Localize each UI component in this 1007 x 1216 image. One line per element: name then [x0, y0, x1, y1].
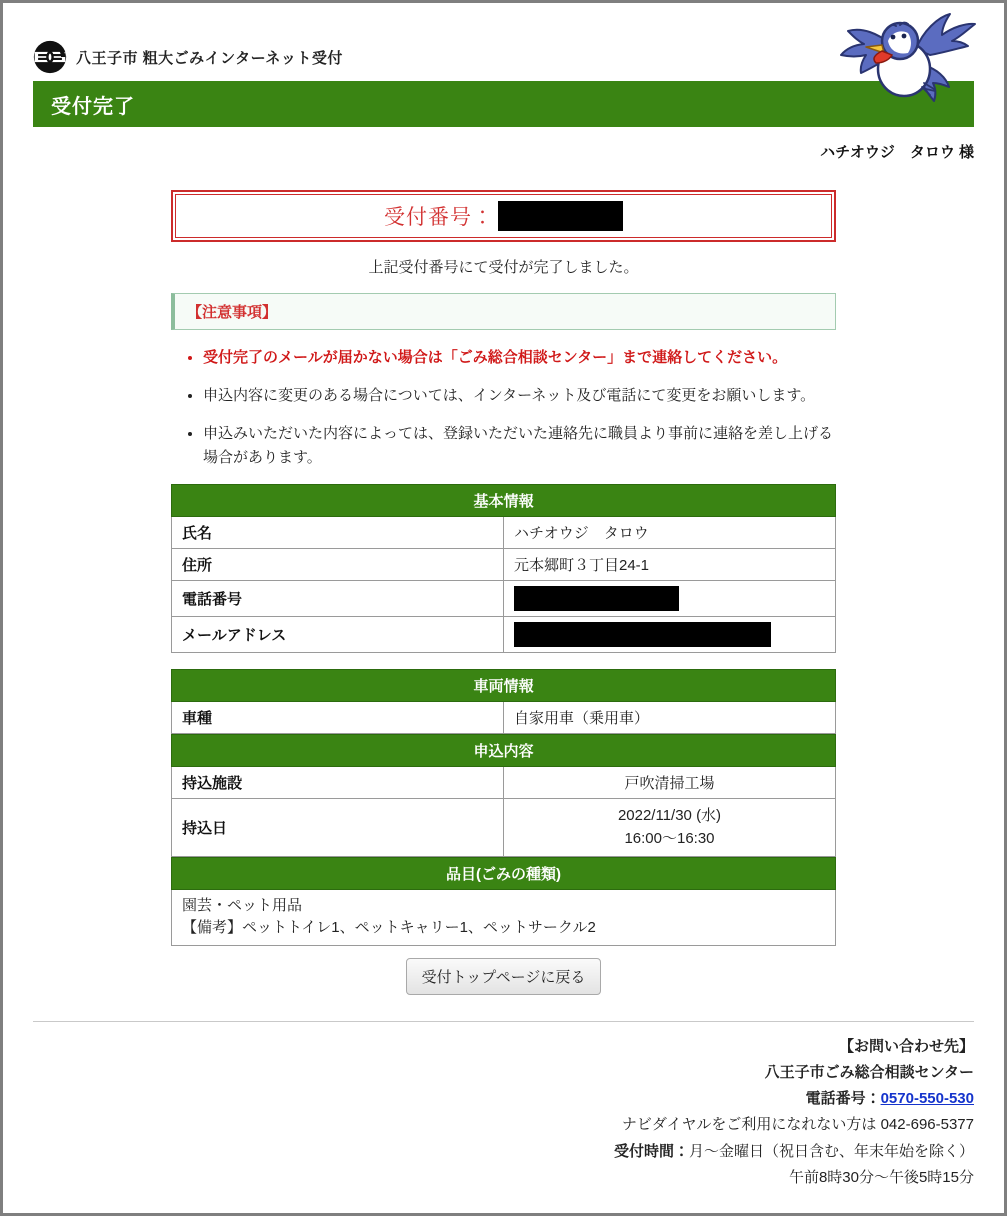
- date-value: 2022/11/30 (水) 16:00～16:30: [504, 799, 836, 857]
- vehicle-type-value: 自家用車（乗用車）: [504, 702, 836, 734]
- footer-heading: 【お問い合わせ先】: [838, 1037, 974, 1055]
- table-row: 氏名 ハチオウジ タロウ: [172, 517, 836, 549]
- items-header: 品目(ごみの種類): [172, 857, 836, 889]
- table-row: 電話番号: [172, 581, 836, 617]
- items-table: [171, 857, 836, 946]
- hachioji-city-emblem-icon: [33, 40, 67, 74]
- table-row: 車種 自家用車（乗用車）: [172, 702, 836, 734]
- phone-redacted-value: [514, 586, 679, 611]
- applicant-name: ハチオウジ タロウ 様: [820, 144, 974, 161]
- table-row: メールアドレス: [172, 617, 836, 653]
- vehicle-info-header: 車両情報: [172, 670, 836, 702]
- contact-footer: [33, 1021, 974, 1192]
- page-title-banner: [33, 81, 974, 127]
- notice-item: • 申込みいただいた内容によっては、登録いただいた連絡先に職員より事前に連絡を差し上げる場合があります。: [203, 422, 836, 470]
- notice-item: • 受付完了のメールが届かない場合は「ごみ総合相談センター」まで連絡してください。: [203, 346, 836, 370]
- notice-list: [181, 346, 836, 470]
- table-row: 住所 元本郷町３丁目24-1: [172, 549, 836, 581]
- main-content: [171, 190, 836, 995]
- footer-hours-line: 受付時間：月～金曜日（祝日含む、年末年始を除く）: [613, 1142, 974, 1160]
- application-header: 申込内容: [172, 735, 836, 767]
- page-title: 受付完了: [51, 95, 135, 118]
- site-title: 八王子市 粗大ごみインターネット受付: [76, 49, 343, 67]
- receipt-number-box: [171, 190, 836, 242]
- notice-title: 【注意事項】: [187, 304, 278, 321]
- facility-value: 戸吹清掃工場: [504, 767, 836, 799]
- confirmation-text: 上記受付番号にて受付が完了しました。: [368, 259, 639, 276]
- footer-hours-line2: 午前8時30分～午後5時15分: [788, 1168, 974, 1186]
- notice-item: • 申込内容に変更のある場合については、インターネット及び電話にて変更をお願いします。: [203, 384, 836, 408]
- receipt-number-redacted-value: [498, 201, 623, 231]
- footer-alt-phone: ナビダイヤルをご利用になれない方は 042-696-5377: [621, 1116, 974, 1134]
- address-value: 元本郷町３丁目24-1: [504, 549, 836, 581]
- receipt-number-label: 受付番号：: [384, 206, 494, 229]
- email-redacted-value: [514, 622, 771, 647]
- items-value: 園芸・ペット用品 【備考】ペットトイレ1、ペットキャリー1、ペットサークル2: [172, 889, 836, 945]
- vehicle-info-table: [171, 669, 836, 734]
- application-table: [171, 734, 836, 857]
- phone-value: [504, 581, 836, 617]
- footer-phone-line: 電話番号：0570-550-530: [805, 1090, 974, 1107]
- table-row: 持込施設 戸吹清掃工場: [172, 767, 836, 799]
- blue-bird-mascot-icon: [838, 11, 978, 106]
- phone-link[interactable]: 0570-550-530: [880, 1090, 974, 1107]
- basic-info-header: 基本情報: [172, 485, 836, 517]
- table-row: 持込日 2022/11/30 (水) 16:00～16:30: [172, 799, 836, 857]
- table-row: [172, 889, 836, 945]
- footer-org: 八王子市ごみ総合相談センター: [764, 1063, 974, 1081]
- button-row: [171, 958, 836, 995]
- name-value: ハチオウジ タロウ: [504, 517, 836, 549]
- basic-info-table: [171, 484, 836, 653]
- back-to-top-button[interactable]: 受付トップページに戻る: [406, 958, 602, 995]
- email-value: [504, 617, 836, 653]
- notice-box: [171, 293, 836, 330]
